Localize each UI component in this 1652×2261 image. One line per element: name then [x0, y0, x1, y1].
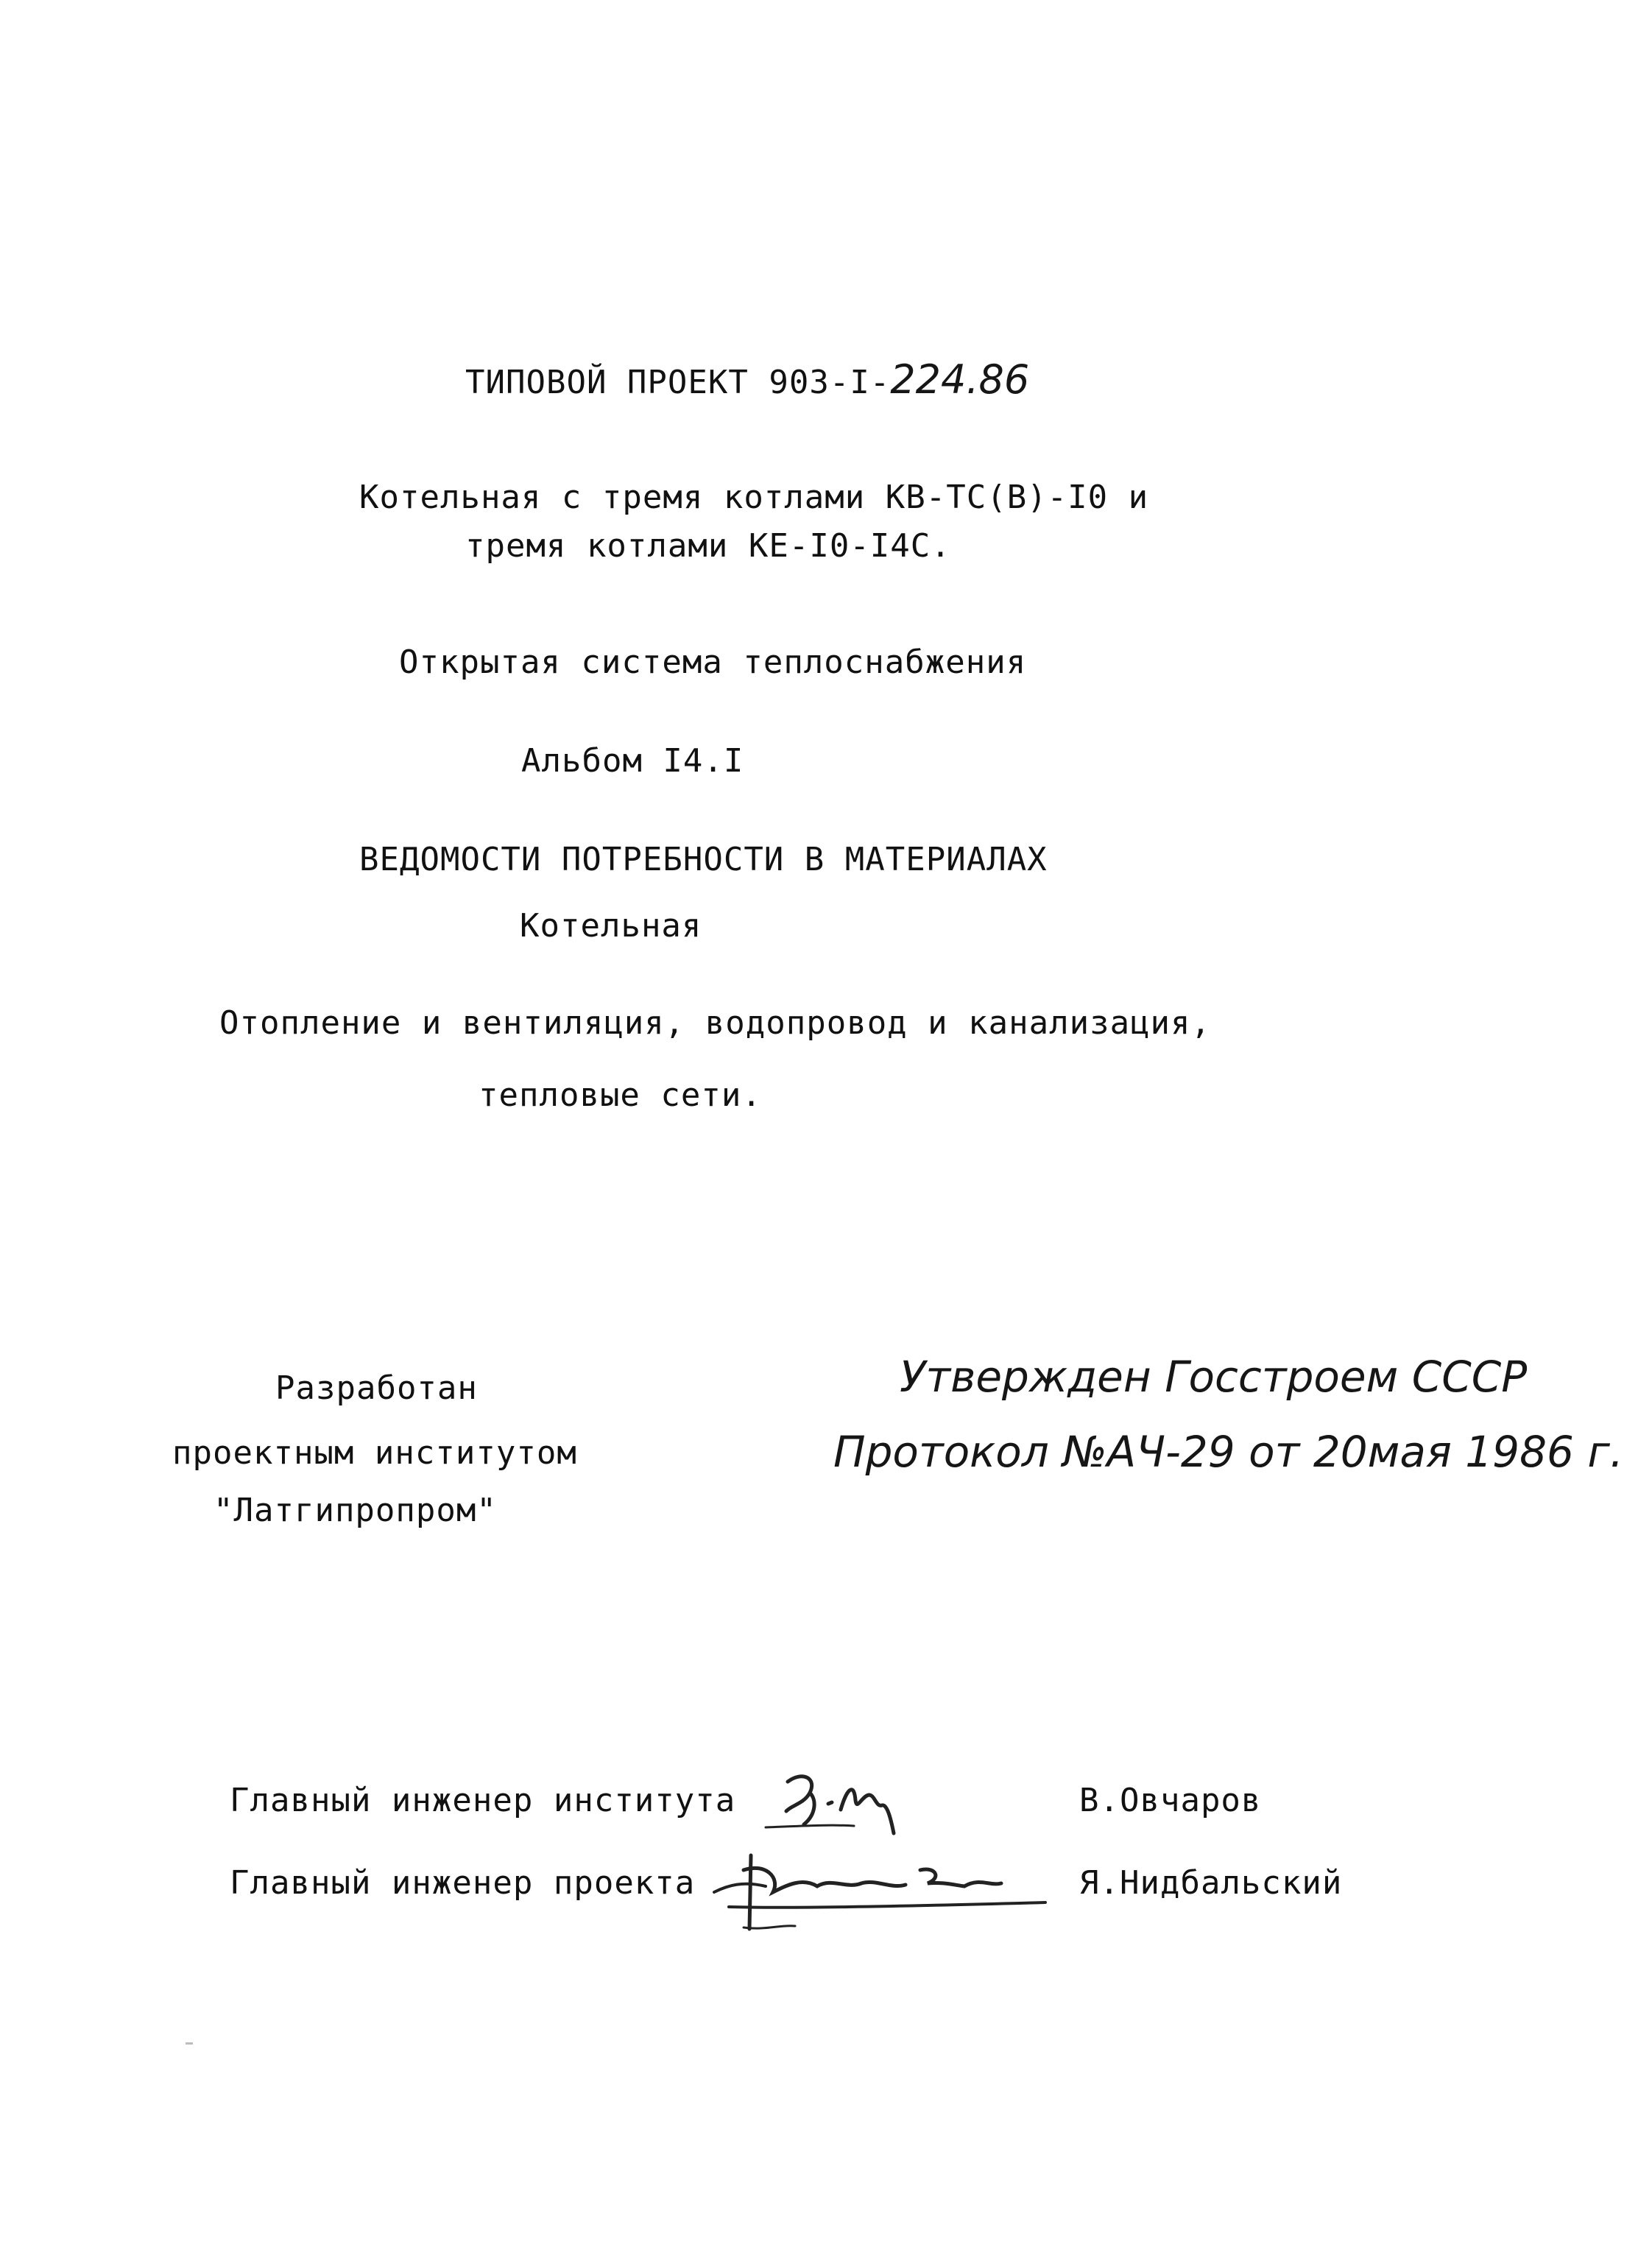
subsections-line-1: Отопление и вентиляция, водопровод и канализация,: [219, 1004, 1212, 1042]
boiler-house-line-2: тремя котлами КЕ-I0-I4С.: [465, 527, 951, 565]
approval-line-1: Утвержден Госстроем СССР: [900, 1352, 1528, 1402]
project-designation: [465, 356, 1030, 403]
signatory-2-title: Главный инженер проекта: [230, 1864, 696, 1902]
signature-2-image: [699, 1841, 1053, 1944]
project-designation-handwritten: 224.86: [890, 356, 1030, 403]
signatory-1-name: В.Овчаров: [1079, 1782, 1262, 1819]
signature-1-image: [758, 1760, 935, 1848]
section-name: Котельная: [520, 907, 702, 945]
developer-line-2: проектным институтом: [172, 1434, 577, 1472]
signatory-2-name: Я.Нидбальский: [1079, 1864, 1343, 1902]
approval-line-2: Протокол №АЧ-29 от 20мая 1986 г.: [833, 1427, 1624, 1477]
scan-speck: [186, 2042, 193, 2045]
subsections-line-2: тепловые сети.: [479, 1076, 762, 1114]
signatory-1-title: Главный инженер института: [230, 1782, 736, 1819]
developer-line-3: "Латгипропром": [213, 1492, 497, 1529]
boiler-house-line-1: Котельная с тремя котлами КВ-ТС(В)-I0 и: [359, 479, 1149, 516]
document-type: ВЕДОМОСТИ ПОТРЕБНОСТИ В МАТЕРИАЛАХ: [359, 841, 1048, 878]
project-designation-printed: ТИПОВОЙ ПРОЕКТ 903-I-: [465, 364, 891, 401]
album-number: Альбом I4.I: [521, 742, 744, 780]
developer-line-1: Разработан: [275, 1369, 478, 1407]
heat-supply-system: Открытая система теплоснабжения: [399, 643, 1027, 681]
